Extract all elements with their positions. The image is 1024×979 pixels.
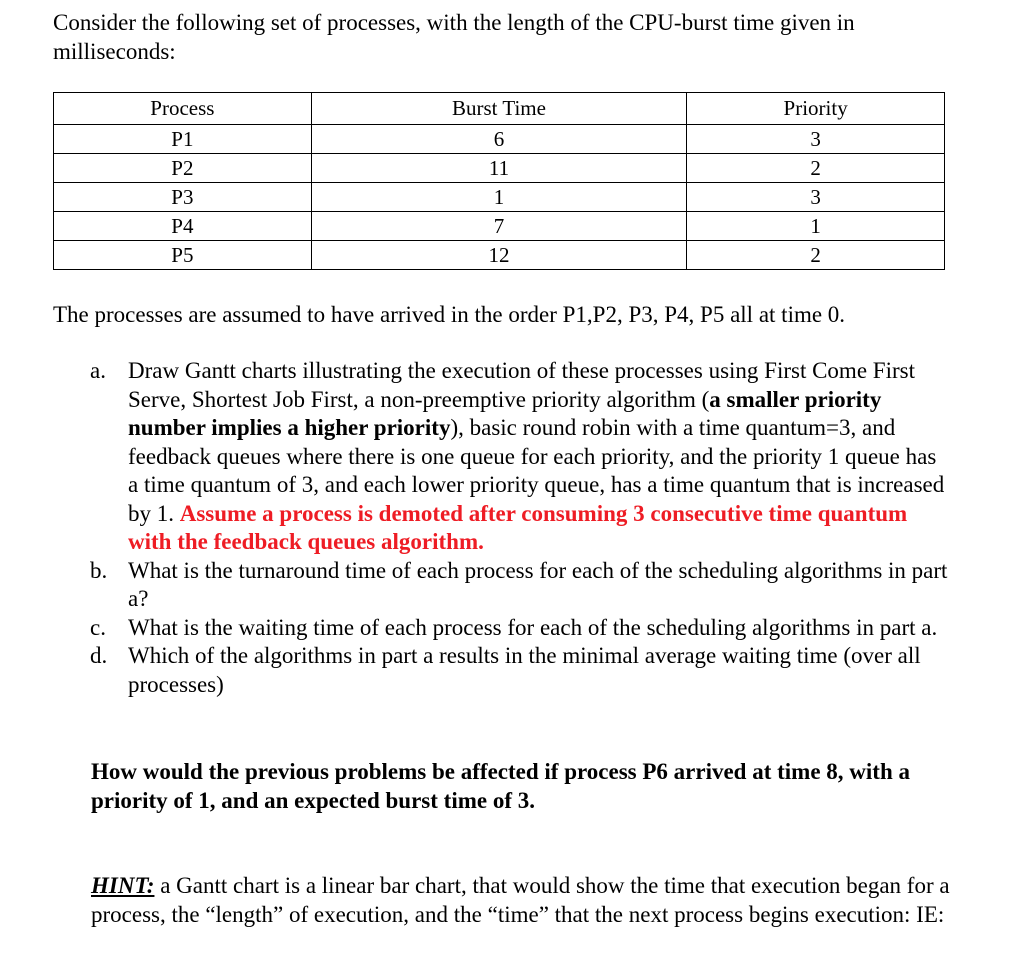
table-row [54, 125, 945, 154]
cell-burst-time: 11 [311, 154, 687, 183]
followup-question: How would the previous problems be affected if process P6 arrived at time 8, with a priority of 1, and an expected burst time of 3. [91, 759, 910, 813]
header-burst-time: Burst Time [311, 93, 687, 125]
question-a-bold: a smaller priority number implies a higher priority [128, 386, 882, 440]
table-row [54, 212, 945, 241]
question-b [90, 557, 948, 614]
question-list [90, 357, 948, 699]
intro-text: Consider the following set of processes, with the length of the CPU-burst time given in milliseconds: [53, 10, 855, 64]
question-b-text: What is the turnaround time of each process for each of the scheduling algorithms in part a? [128, 557, 948, 611]
table-row [54, 241, 945, 270]
header-priority: Priority [687, 93, 945, 125]
cell-process: P4 [54, 212, 312, 241]
question-marker: b. [90, 557, 108, 583]
question-marker: c. [90, 614, 106, 640]
cell-priority: 2 [687, 154, 945, 183]
question-marker: d. [90, 643, 108, 668]
hint-label: HINT: [91, 873, 155, 898]
cell-process: P1 [54, 125, 312, 154]
header-process: Process [54, 93, 312, 125]
cell-burst-time: 1 [311, 183, 687, 212]
question-d [90, 642, 948, 699]
question-a [90, 357, 948, 557]
cell-process: P5 [54, 241, 312, 270]
cell-priority: 1 [687, 212, 945, 241]
cell-process: P3 [54, 183, 312, 212]
question-a-emphasis: Assume a process is demoted after consuming 3 consecutive time quantum with the feedback queues algorithm. [128, 500, 908, 554]
hint-paragraph [91, 871, 951, 929]
question-a-text-2: ), basic round robin with a time quantum=3, and feedback queues where there is one queue for each priority, and the priority 1 queue has a time quantum of 3, and each lower priority queue, has a time quantum that is increased by 1. [128, 415, 945, 526]
cell-priority: 3 [687, 125, 945, 154]
cell-burst-time: 12 [311, 241, 687, 270]
table-row [54, 183, 945, 212]
cell-priority: 3 [687, 183, 945, 212]
process-table [53, 92, 945, 270]
question-c-text: What is the waiting time of each process for each of the scheduling algorithms in part a. [128, 614, 938, 640]
question-marker: a. [90, 358, 106, 383]
question-d-text: Which of the algorithms in part a results in the minimal average waiting time (over all processes) [128, 643, 921, 697]
table-row [54, 154, 945, 183]
question-a-text: Draw Gantt charts illustrating the execution of these processes using First Come First Serve, Shortest Job First, a non-preemptive priority algorithm ( [128, 358, 915, 412]
hint-text: a Gantt chart is a linear bar chart, that would show the time that execution began for a process, the “length” of execution, and the “time” that the next process begins execution: IE: [91, 873, 950, 927]
cell-burst-time: 6 [311, 125, 687, 154]
cell-burst-time: 7 [311, 212, 687, 241]
arrival-text: The processes are assumed to have arrived in the order P1,P2, P3, P4, P5 all at time 0. [53, 302, 846, 327]
cell-process: P2 [54, 154, 312, 183]
cell-priority: 2 [687, 241, 945, 270]
question-c [90, 614, 948, 643]
table-header-row [54, 93, 945, 125]
